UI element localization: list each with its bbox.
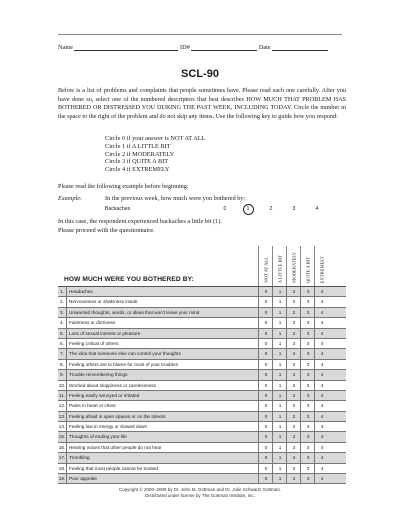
rating-option[interactable]: 2 [286, 370, 301, 379]
date-field[interactable] [272, 44, 328, 51]
item-text: Pains in heart or chest [69, 403, 116, 409]
rating-option[interactable]: 2 [286, 360, 301, 369]
rating-option[interactable]: 1 [272, 287, 287, 296]
table-row [58, 329, 346, 339]
rating-option[interactable]: 0 [258, 349, 273, 358]
item-text: Feeling that most people cannot be trusted [69, 465, 158, 471]
rating-option[interactable]: 0 [258, 453, 273, 462]
item-text: The idea that someone else can control your thoughts [69, 351, 181, 357]
rating-option[interactable]: 2 [286, 432, 301, 441]
example-scale-option: 4 [315, 206, 319, 212]
rating-option[interactable]: 4 [314, 443, 329, 452]
table-row [58, 360, 346, 370]
table-row [58, 432, 346, 442]
key-line: Circle 3 if QUITE A BIT [105, 158, 169, 166]
respondent-info-row [58, 44, 348, 51]
rating-option[interactable]: 2 [286, 308, 301, 317]
table-row [58, 422, 346, 432]
table-body [58, 286, 346, 484]
rating-option[interactable]: 4 [314, 422, 329, 431]
response-key [105, 135, 206, 174]
item-text: Feeling critical of others [69, 340, 119, 346]
rating-option[interactable]: 1 [272, 453, 287, 462]
example-item: Backaches [105, 206, 131, 212]
rating-option[interactable]: 3 [300, 329, 315, 338]
rating-option[interactable]: 4 [314, 287, 329, 296]
item-text: Nervousness or shakiness inside [69, 299, 138, 305]
rating-option[interactable]: 3 [300, 360, 315, 369]
symptom-table [58, 246, 346, 484]
rating-option[interactable]: 2 [286, 318, 301, 327]
example-label: Example: [58, 195, 83, 202]
rating-option[interactable]: 2 [286, 391, 301, 400]
item-text: Trembling [69, 455, 90, 461]
rating-option[interactable]: 2 [286, 329, 301, 338]
table-row [58, 370, 346, 380]
item-number: 5. [58, 329, 67, 338]
rating-option[interactable]: 4 [314, 318, 329, 327]
table-row [58, 401, 346, 411]
rating-option[interactable]: 0 [258, 391, 273, 400]
table-row [58, 318, 346, 328]
table-question: HOW MUCH WERE YOU BOTHERED BY: [64, 276, 194, 283]
rating-option[interactable]: 4 [314, 412, 329, 421]
item-number: 6. [58, 339, 67, 348]
rating-option[interactable]: 1 [272, 432, 287, 441]
item-text: Loss of sexual interest or pleasure [69, 330, 141, 336]
key-line: Circle 2 if MODERATELY [105, 150, 175, 158]
example-scale-option: 1 [246, 206, 250, 212]
item-number: 7. [58, 349, 67, 358]
item-number: 12. [58, 401, 67, 410]
example-scale-option: 2 [269, 206, 273, 212]
table-row [58, 297, 346, 307]
rating-option[interactable]: 3 [300, 391, 315, 400]
item-number: 8. [58, 360, 67, 369]
rating-option[interactable]: 3 [300, 443, 315, 452]
rating-option[interactable]: 3 [300, 432, 315, 441]
copyright-footer [0, 487, 400, 499]
rating-option[interactable]: 4 [314, 464, 329, 473]
rating-option[interactable]: 4 [314, 297, 329, 306]
table-row [58, 412, 346, 422]
rating-option[interactable]: 2 [286, 453, 301, 462]
explanation-line: In this case, the respondent experienced backaches a little bit (1). [58, 218, 223, 225]
rating-option[interactable]: 2 [286, 422, 301, 431]
rating-option[interactable]: 1 [272, 339, 287, 348]
item-number: 1. [58, 287, 67, 296]
rating-option[interactable]: 4 [314, 349, 329, 358]
item-number: 18. [58, 464, 67, 473]
rating-option[interactable]: 0 [258, 339, 273, 348]
name-label: Name [58, 44, 74, 51]
example-scale-option: 3 [292, 206, 296, 212]
table-row [58, 339, 346, 349]
item-text: Worried about sloppiness or carelessness [69, 382, 156, 388]
rating-option[interactable]: 2 [286, 339, 301, 348]
rating-option[interactable]: 2 [286, 349, 301, 358]
rating-option[interactable]: 3 [300, 287, 315, 296]
item-number: 13. [58, 412, 67, 421]
item-number: 14. [58, 422, 67, 431]
rating-option[interactable]: 0 [258, 360, 273, 369]
rating-option[interactable]: 4 [314, 370, 329, 379]
rating-option[interactable]: 2 [286, 412, 301, 421]
column-header: QUITE A BIT [300, 246, 315, 286]
rating-option[interactable]: 0 [258, 474, 273, 483]
table-row [58, 381, 346, 391]
table-row [58, 443, 346, 453]
rating-option[interactable]: 2 [286, 381, 301, 390]
id-field[interactable] [191, 44, 257, 51]
rating-option[interactable]: 1 [272, 370, 287, 379]
id-label: ID# [180, 44, 190, 51]
item-number: 15. [58, 432, 67, 441]
rating-option[interactable]: 0 [258, 308, 273, 317]
rating-option[interactable]: 1 [272, 349, 287, 358]
rating-option[interactable]: 3 [300, 339, 315, 348]
item-number: 11. [58, 391, 67, 400]
date-label: Date [258, 44, 271, 51]
item-text: Faintness or dizziness [69, 320, 116, 326]
item-number: 2. [58, 297, 67, 306]
rating-option[interactable]: 3 [300, 453, 315, 462]
page-title: SCL-90 [181, 68, 219, 80]
rating-option[interactable]: 1 [272, 329, 287, 338]
instructions-paragraph: Below is a list of problems and complaints that people sometimes have. Please read each one carefully. After you have done so, select one of the numbered descriptors that best describes HOW MUCH THAT PROBLEM HAS BOTHERED OR DISTRESSED YOU DURING THE PAST WEEK, INCLUDING TODAY. Circle the number in the space to the right of the problem and do not skip any items. Use the following key to guide how you respond: [58, 87, 346, 120]
rating-option[interactable]: 3 [300, 401, 315, 410]
table-row [58, 474, 346, 484]
item-text: Feeling afraid in open spaces or on the streets [69, 413, 166, 419]
rating-option[interactable]: 4 [314, 381, 329, 390]
rating-option[interactable]: 3 [300, 412, 315, 421]
rating-option[interactable]: 4 [314, 308, 329, 317]
rating-option[interactable]: 1 [272, 297, 287, 306]
table-row [58, 453, 346, 463]
item-text: Feeling low in energy or slowed down [69, 424, 148, 430]
table-row [58, 308, 346, 318]
example-explanation [58, 218, 348, 235]
rating-option[interactable]: 3 [300, 474, 315, 483]
table-row [58, 391, 346, 401]
table-row [58, 287, 346, 297]
item-text: Feeling others are to blame for most of your troubles [69, 361, 178, 367]
rating-option[interactable]: 1 [272, 464, 287, 473]
item-number: 3. [58, 308, 67, 317]
item-number: 19. [58, 474, 67, 483]
pre-example-text: Please read the following example before beginning: [58, 183, 189, 190]
rating-option[interactable]: 4 [314, 401, 329, 410]
rating-option[interactable]: 0 [258, 370, 273, 379]
rating-option[interactable]: 4 [314, 391, 329, 400]
rating-option[interactable]: 3 [300, 318, 315, 327]
rating-option[interactable]: 0 [258, 432, 273, 441]
rating-option[interactable]: 0 [258, 297, 273, 306]
example-scale-option: 0 [223, 206, 227, 212]
item-text: Thoughts of ending your life [69, 434, 127, 440]
footer-line: Copyright © 2000–2009 by Dr. John M. Gottman and Dr. Julie Schwartz Gottman. [118, 487, 282, 492]
column-header: MODERATELY [286, 246, 301, 286]
item-text: Trouble remembering things [69, 372, 128, 378]
explanation-line: Please proceed with the questionnaire. [58, 226, 155, 234]
rating-option[interactable]: 2 [286, 464, 301, 473]
rating-option[interactable]: 4 [314, 474, 329, 483]
table-row [58, 464, 346, 474]
rating-option[interactable]: 0 [258, 287, 273, 296]
item-number: 4. [58, 318, 67, 327]
item-text: Hearing voices that other people do not hear [69, 444, 162, 450]
rating-option[interactable]: 3 [300, 422, 315, 431]
table-row [58, 349, 346, 359]
rating-option[interactable]: 1 [272, 308, 287, 317]
rating-option[interactable]: 1 [272, 318, 287, 327]
rating-option[interactable]: 2 [286, 443, 301, 452]
rating-option[interactable]: 4 [314, 329, 329, 338]
item-text: Poor appetite [69, 476, 97, 482]
item-text: Feeling easily annoyed or irritated [69, 392, 140, 398]
rating-option[interactable]: 2 [286, 401, 301, 410]
top-rule [58, 34, 342, 35]
rating-option[interactable]: 4 [314, 360, 329, 369]
column-header: NOT AT ALL [258, 246, 273, 286]
table-header [58, 246, 346, 286]
rating-option[interactable]: 0 [258, 329, 273, 338]
footer-line: Distributed under license by The Gottman Institute, Inc. [145, 493, 255, 498]
rating-option[interactable]: 3 [300, 308, 315, 317]
column-header: A LITTLE BIT [272, 246, 287, 286]
rating-option[interactable]: 2 [286, 287, 301, 296]
rating-option[interactable]: 0 [258, 464, 273, 473]
rating-option[interactable]: 3 [300, 349, 315, 358]
item-number: 17. [58, 453, 67, 462]
rating-option[interactable]: 0 [258, 412, 273, 421]
rating-option[interactable]: 2 [286, 297, 301, 306]
key-line: Circle 0 if your answer is NOT AT ALL [105, 135, 206, 142]
rating-option[interactable]: 1 [272, 412, 287, 421]
column-header: EXTREMELY [314, 246, 329, 286]
rating-option[interactable]: 1 [272, 360, 287, 369]
rating-option[interactable]: 0 [258, 381, 273, 390]
item-text: Unwanted thoughts, words, or ideas that won't leave your mind [69, 309, 200, 315]
rating-option[interactable]: 1 [272, 381, 287, 390]
item-text: Headaches [69, 289, 93, 294]
rating-option[interactable]: 1 [272, 443, 287, 452]
rating-option[interactable]: 3 [300, 464, 315, 473]
rating-option[interactable]: 1 [272, 474, 287, 483]
rating-option[interactable]: 3 [300, 370, 315, 379]
rating-option[interactable]: 1 [272, 391, 287, 400]
item-number: 16. [58, 443, 67, 452]
rating-option[interactable]: 0 [258, 422, 273, 431]
rating-option[interactable]: 4 [314, 432, 329, 441]
rating-option[interactable]: 0 [258, 401, 273, 410]
rating-option[interactable]: 3 [300, 297, 315, 306]
rating-option[interactable]: 4 [314, 339, 329, 348]
example-question: In the previous week, how much were you bothered by: [105, 195, 246, 202]
item-number: 9. [58, 370, 67, 379]
name-field[interactable] [74, 44, 178, 51]
rating-option[interactable]: 0 [258, 443, 273, 452]
key-line: Circle 4 if EXTREMELY [105, 166, 170, 174]
item-number: 10. [58, 381, 67, 390]
rating-option[interactable]: 2 [286, 474, 301, 483]
rating-option[interactable]: 4 [314, 453, 329, 462]
rating-option[interactable]: 1 [272, 422, 287, 431]
rating-option[interactable]: 1 [272, 401, 287, 410]
rating-option[interactable]: 3 [300, 381, 315, 390]
key-line: Circle 1 if A LITTLE BIT [105, 142, 171, 150]
rating-option[interactable]: 0 [258, 318, 273, 327]
